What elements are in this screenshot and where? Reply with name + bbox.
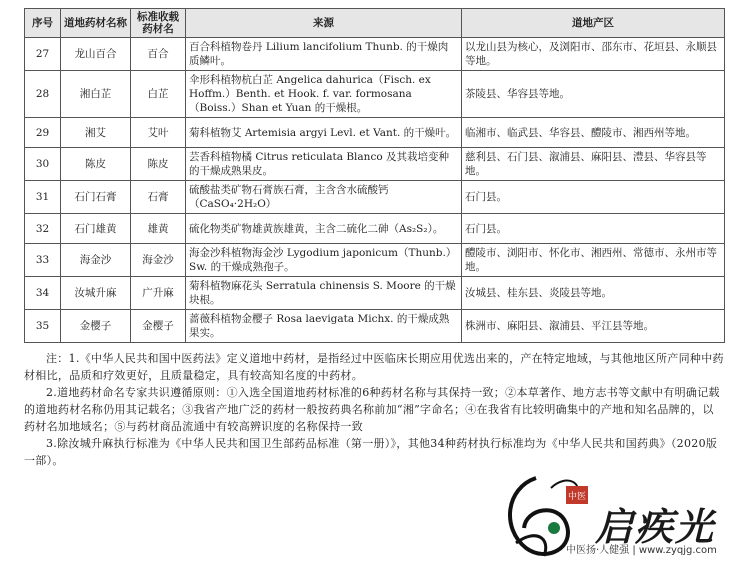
row-area: 石门县。 <box>462 214 725 244</box>
row-std: 雄黄 <box>131 214 186 244</box>
watermark-footer: 中医扬·人健强 | www.zyqjg.com <box>566 545 717 556</box>
row-area: 株洲市、麻阳县、溆浦县、平江县等地。 <box>462 310 725 343</box>
table-row <box>25 244 725 277</box>
row-area: 茶陵县、华容县等地。 <box>462 71 725 118</box>
herb-table <box>24 8 725 343</box>
row-name: 陈皮 <box>61 148 131 181</box>
row-std: 石膏 <box>131 181 186 214</box>
row-num: 35 <box>25 310 61 343</box>
row-source: 蔷薇科植物金樱子 Rosa laevigata Michx. 的干燥成熟果实。 <box>186 310 462 343</box>
row-area: 醴陵市、浏阳市、怀化市、湘西州、常德市、永州市等地。 <box>462 244 725 277</box>
row-num: 33 <box>25 244 61 277</box>
row-area: 慈利县、石门县、溆浦县、麻阳县、澧县、华容县等地。 <box>462 148 725 181</box>
header-source: 来源 <box>186 9 462 38</box>
row-source: 百合科植物卷丹 Lilium lancifolium Thunb. 的干燥肉质鳞叶。 <box>186 38 462 71</box>
row-num: 28 <box>25 71 61 118</box>
table-row <box>25 148 725 181</box>
row-name: 龙山百合 <box>61 38 131 71</box>
row-std: 广升麻 <box>131 277 186 310</box>
notes-section <box>24 350 724 469</box>
table-row <box>25 310 725 343</box>
header-num: 序号 <box>25 9 61 38</box>
row-name: 湘艾 <box>61 118 131 148</box>
header-area: 道地产区 <box>462 9 725 38</box>
table-header-row <box>25 9 725 38</box>
row-source: 芸香科植物橘 Citrus reticulata Blanco 及其栽培变种的干燥成熟果皮。 <box>186 148 462 181</box>
row-source: 硫酸盐类矿物石膏族石膏，主含含水硫酸钙（CaSO₄·2H₂O） <box>186 181 462 214</box>
note-2: 2.道地药材命名专家共识遵循原则：①入选全国道地药材标准的6种药材名称与其保持一致；②本草著作、地方志书等文献中有明确记载的道地药材名称仍用其记载名；③我省产地广泛的药材一般按药典名称前加“湘”字命名；④在我省有比较明确集中的产地和知名品牌的，以药材名加地域名；⑤与药材商品流通中有较高辨识度的名称保持一致 <box>24 386 720 433</box>
row-std: 百合 <box>131 38 186 71</box>
table-row <box>25 181 725 214</box>
row-std: 陈皮 <box>131 148 186 181</box>
row-area: 以龙山县为核心，及浏阳市、邵东市、花垣县、永顺县等地。 <box>462 38 725 71</box>
brand-calligraphy: 启疾光 <box>595 504 716 549</box>
row-num: 34 <box>25 277 61 310</box>
table-row <box>25 118 725 148</box>
row-num: 29 <box>25 118 61 148</box>
seal-text: 中医 <box>567 492 587 502</box>
row-area: 临湘市、临武县、华容县、醴陵市、湘西州等地。 <box>462 118 725 148</box>
row-num: 32 <box>25 214 61 244</box>
row-area: 石门县。 <box>462 181 725 214</box>
row-std: 海金沙 <box>131 244 186 277</box>
row-source: 菊科植物麻花头 Serratula chinensis S. Moore 的干燥块根。 <box>186 277 462 310</box>
row-std: 金樱子 <box>131 310 186 343</box>
note-3: 3.除汝城升麻执行标准为《中华人民共和国卫生部药品标准（第一册）》，其他34种药材执行标准均为《中华人民共和国药典》（2020版一部）。 <box>24 437 718 467</box>
header-std: 标准收载药材名 <box>131 9 186 38</box>
note-1: 注：1.《中华人民共和国中医药法》定义道地中药材，是指经过中医临床长期应用优选出来的，产在特定地域，与其他地区所产同种中药材相比，品质和疗效更好，且质量稳定，具有较高知名度的中药材。 <box>24 352 724 382</box>
row-num: 31 <box>25 181 61 214</box>
table-row <box>25 214 725 244</box>
row-source: 硫化物类矿物雄黄族雄黄，主含二硫化二砷（As₂S₂）。 <box>186 214 462 244</box>
table-row <box>25 277 725 310</box>
row-name: 石门石膏 <box>61 181 131 214</box>
row-source: 海金沙科植物海金沙 Lygodium japonicum（Thunb.）Sw. 的干燥成熟孢子。 <box>186 244 462 277</box>
row-std: 艾叶 <box>131 118 186 148</box>
row-name: 金樱子 <box>61 310 131 343</box>
row-num: 27 <box>25 38 61 71</box>
row-std: 白芷 <box>131 71 186 118</box>
row-area: 汝城县、桂东县、炎陵县等地。 <box>462 277 725 310</box>
row-num: 30 <box>25 148 61 181</box>
row-name: 汝城升麻 <box>61 277 131 310</box>
header-name: 道地药材名称 <box>61 9 131 38</box>
row-source: 菊科植物艾 Artemisia argyi Levl. et Vant. 的干燥叶。 <box>186 118 462 148</box>
row-name: 湘白芷 <box>61 71 131 118</box>
table-row <box>25 38 725 71</box>
row-name: 石门雄黄 <box>61 214 131 244</box>
row-source: 伞形科植物杭白芷 Angelica dahurica（Fisch. ex Hoffm.）Benth. et Hook. f. var. formosana（Boiss.）Shan et Yuan 的干燥根。 <box>186 71 462 118</box>
row-name: 海金沙 <box>61 244 131 277</box>
table-row <box>25 71 725 118</box>
